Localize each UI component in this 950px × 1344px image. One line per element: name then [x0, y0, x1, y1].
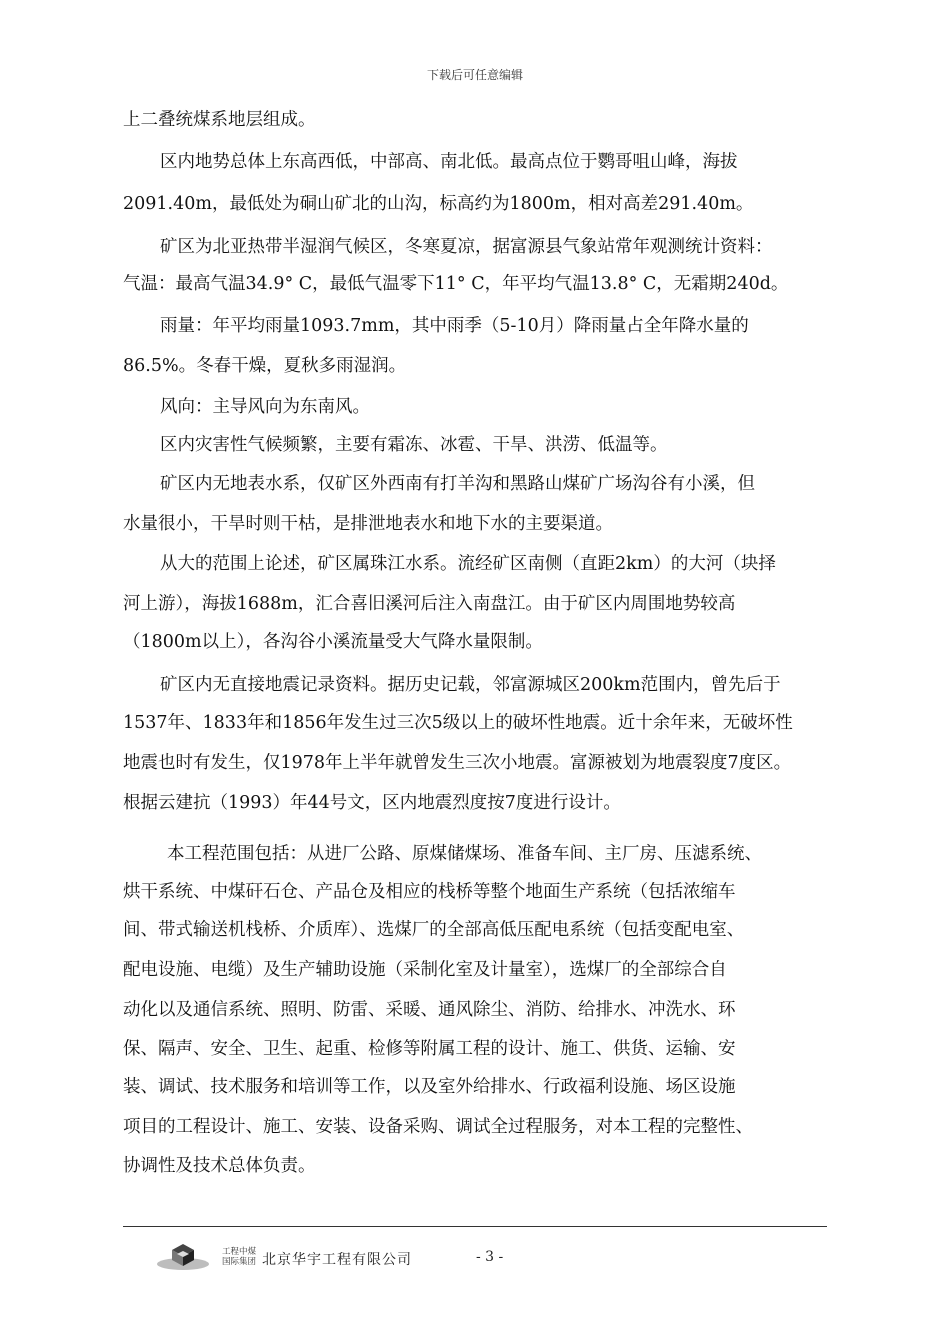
text-line: 区内灾害性气候频繁，主要有霜冻、冰雹、干旱、洪涝、低温等。 — [160, 435, 668, 455]
text-line: 矿区内无地表水系，仅矿区外西南有打羊沟和黑路山煤矿广场沟谷有小溪，但 — [160, 474, 755, 494]
text-line: 间、带式输送机栈桥、介质库）、选煤厂的全部高低压配电系统（包括变配电室、 — [123, 920, 745, 940]
page-number: - 3 - — [476, 1249, 504, 1265]
text-line: 矿区内无直接地震记录资料。据历史记载，邻富源城区200km范围内，曾先后于 — [160, 675, 781, 695]
text-line: （1800m以上），各沟谷小溪流量受大气降水量限制。 — [123, 632, 543, 652]
text-line: 气温：最高气温34.9° C，最低气温零下11° C，年平均气温13.8° C，无霜期240d。 — [123, 274, 789, 294]
footer-group-name — [222, 1247, 256, 1267]
text-line: 从大的范围上论述，矿区属珠江水系。流经矿区南侧（直距2km）的大河（块择 — [160, 554, 776, 574]
text-line: 本工程范围包括：从进厂公路、原煤储煤场、准备车间、主厂房、压滤系统、 — [167, 844, 762, 864]
text-line: 河上游），海拔1688m，汇合喜旧溪河后注入南盘江。由于矿区内周围地势较高 — [123, 594, 736, 614]
text-line: 上二叠统煤系地层组成。 — [123, 110, 316, 130]
text-line: 装、调试、技术服务和培训等工作，以及室外给排水、行政福利设施、场区设施 — [123, 1077, 736, 1097]
text-line: 86.5%。冬春干燥，夏秋多雨湿润。 — [123, 356, 407, 376]
text-line: 水量很小，干旱时则干枯，是排泄地表水和地下水的主要渠道。 — [123, 514, 613, 534]
text-line: 地震也时有发生，仅1978年上半年就曾发生三次小地震。富源被划为地震裂度7度区。 — [123, 753, 792, 773]
text-line: 烘干系统、中煤矸石仓、产品仓及相应的栈桥等整个地面生产系统（包括浓缩车 — [123, 882, 736, 902]
text-line: 1537年、1833年和1856年发生过三次5级以上的破坏性地震。近十余年来，无破坏性 — [123, 713, 793, 733]
text-line: 协调性及技术总体负责。 — [123, 1156, 316, 1176]
text-line: 风向：主导风向为东南风。 — [160, 397, 370, 417]
text-line: 雨量：年平均雨量1093.7mm，其中雨季（5-10月）降雨量占全年降水量的 — [160, 316, 749, 336]
text-line: 动化以及通信系统、照明、防雷、采暖、通风除尘、消防、给排水、冲洗水、环 — [123, 1000, 736, 1020]
text-line: 2091.40m，最低处为硐山矿北的山沟，标高约为1800m，相对高差291.40m。 — [123, 194, 754, 214]
footer-group-line: 工程中煤 — [222, 1247, 257, 1257]
text-line: 矿区为北亚热带半湿润气候区，冬寒夏凉，据富源县气象站常年观测统计资料： — [160, 237, 773, 257]
text-line: 配电设施、电缆）及生产辅助设施（采制化室及计量室），选煤厂的全部综合自 — [123, 960, 727, 980]
company-logo-icon — [156, 1242, 210, 1272]
text-line: 项目的工程设计、施工、安装、设备采购、调试全过程服务，对本工程的完整性、 — [123, 1117, 753, 1137]
footer-company-name: 北京华宇工程有限公司 — [262, 1252, 412, 1268]
footer-group-line: 国际集团 — [222, 1257, 257, 1267]
text-line: 保、隔声、安全、卫生、起重、检修等附属工程的设计、施工、供货、运输、安 — [123, 1039, 736, 1059]
text-line: 根据云建抗（1993）年44号文，区内地震烈度按7度进行设计。 — [123, 793, 621, 813]
footer-divider — [123, 1226, 827, 1227]
text-line: 区内地势总体上东高西低，中部高、南北低。最高点位于鹦哥咀山峰，海拔 — [160, 152, 738, 172]
page-header: 下载后可任意编辑 — [426, 68, 523, 82]
